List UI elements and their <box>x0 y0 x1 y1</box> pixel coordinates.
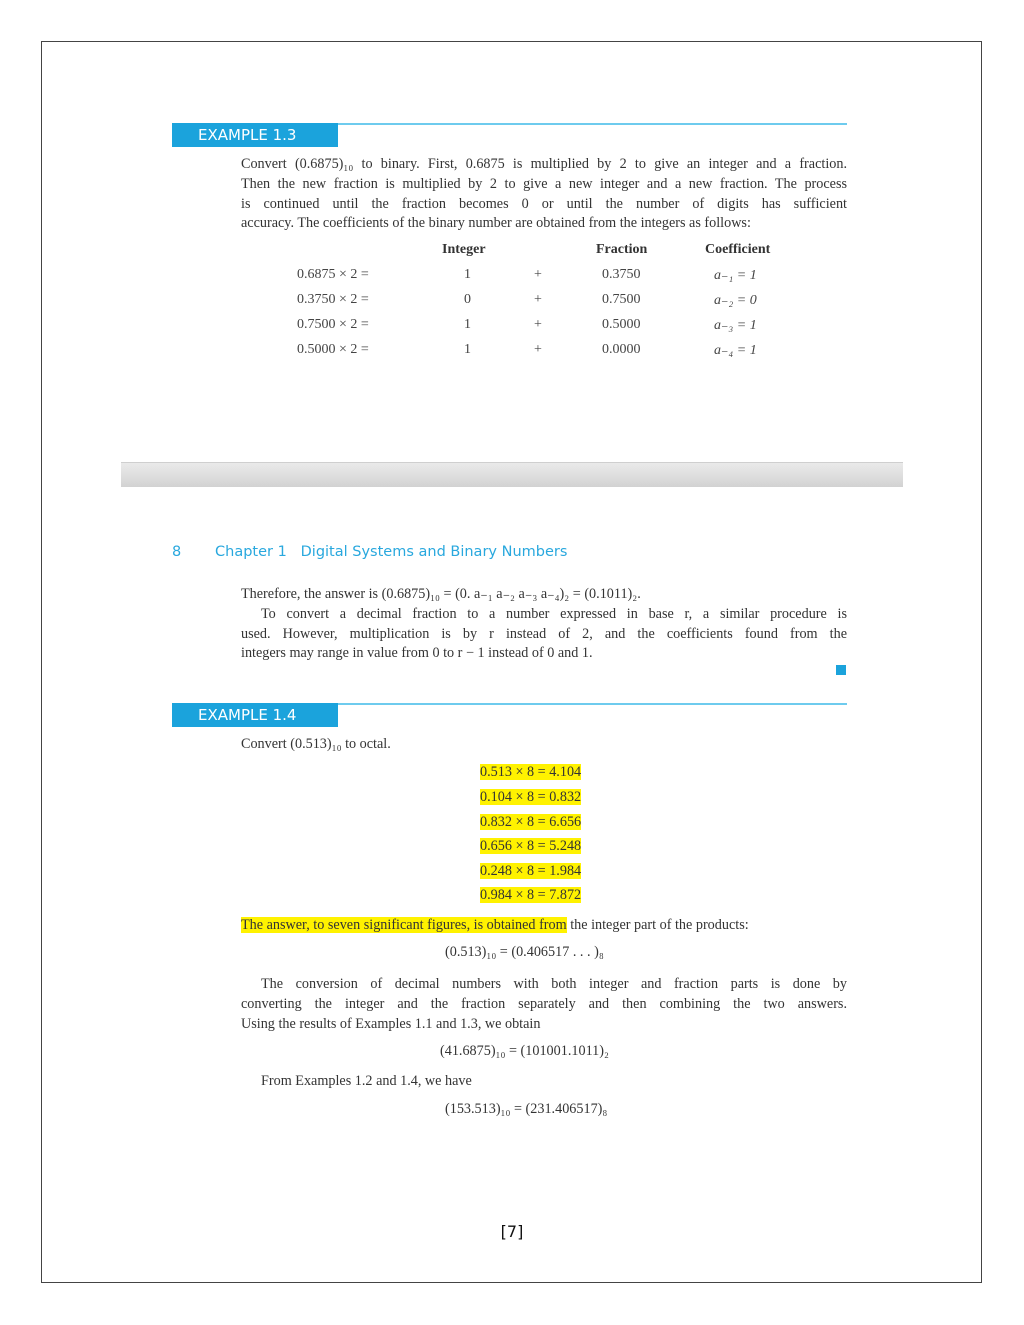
example-label: EXAMPLE 1.4 <box>172 703 338 727</box>
row-expr: 0.5000 × 2 = <box>297 342 369 357</box>
row-coefficient: a₋₃ = 1 <box>714 318 757 333</box>
example-1-4-answer <box>241 916 847 936</box>
end-of-example-marker <box>836 665 846 675</box>
example-1-3-intro <box>241 155 847 234</box>
row-fraction: 0.3750 <box>602 267 641 282</box>
row-plus: + <box>534 317 542 332</box>
answer-line: used. However, multiplication is by r instead of 2, and the coefficients found from the <box>241 625 847 642</box>
from-examples-text <box>261 1072 847 1092</box>
example-1-3-header <box>172 123 847 147</box>
intro-line: Convert (0.6875)₁₀ to binary. First, 0.6875 is multiplied by 2 to give an integer and a fraction. <box>241 156 847 172</box>
row-integer: 0 <box>464 292 471 307</box>
header-rule <box>338 703 847 705</box>
row-integer: 1 <box>464 317 471 332</box>
row-fraction: 0.7500 <box>602 292 641 307</box>
row-expr: 0.6875 × 2 = <box>297 267 369 282</box>
header-integer: Integer <box>442 242 486 257</box>
row-coefficient: a₋₄ = 1 <box>714 343 757 358</box>
row-fraction: 0.5000 <box>602 317 641 332</box>
header-coefficient: Coefficient <box>705 242 771 257</box>
product-line: 0.984 × 8 = 7.872 <box>480 887 582 903</box>
answer-line: integers may range in value from 0 to r − 1 instead of 0 and 1. <box>241 645 593 662</box>
product-line: 0.656 × 8 = 5.248 <box>480 838 582 854</box>
header-rule <box>338 123 847 125</box>
chapter-title: Chapter 1 Digital Systems and Binary Numbers <box>215 544 568 560</box>
row-integer: 1 <box>464 342 471 357</box>
example-1-4-header <box>172 703 847 727</box>
intro-line: is continued until the fraction becomes 0 or until the number of digits has sufficient <box>241 195 847 212</box>
header-fraction: Fraction <box>596 242 648 257</box>
intro-line: Then the new fraction is multiplied by 2 to give a new integer and a new fraction. The process <box>241 175 847 192</box>
from-examples-line: From Examples 1.2 and 1.4, we have <box>261 1073 472 1089</box>
row-plus: + <box>534 292 542 307</box>
row-fraction: 0.0000 <box>602 342 641 357</box>
row-coefficient: a₋₁ = 1 <box>714 268 757 283</box>
product-line: 0.248 × 8 = 1.984 <box>480 863 582 879</box>
example-1-3-answer <box>241 585 847 664</box>
answer-line: Therefore, the answer is (0.6875)₁₀ = (0. a₋₁ a₋₂ a₋₃ a₋₄)₂ = (0.1011)₂. <box>241 586 641 602</box>
product-line: 0.513 × 8 = 4.104 <box>480 764 582 780</box>
intro-line: accuracy. The coefficients of the binary number are obtained from the integers as follows: <box>241 215 751 232</box>
answer-line: To convert a decimal fraction to a number expressed in base r, a similar procedure is <box>261 605 847 622</box>
conversion-line: Using the results of Examples 1.1 and 1.3, we obtain <box>241 1015 541 1032</box>
row-expr: 0.7500 × 2 = <box>297 317 369 332</box>
answer-text-rest: the integer part of the products: <box>566 917 749 933</box>
row-integer: 1 <box>464 267 471 282</box>
conversion-line: converting the integer and the fraction separately and then combining the two answers. <box>241 995 847 1012</box>
chapter-page-number: 8 <box>172 544 182 560</box>
row-expr: 0.3750 × 2 = <box>297 292 369 307</box>
octal-result-equation: (0.513)₁₀ = (0.406517 . . . )₈ <box>445 944 604 960</box>
example-label: EXAMPLE 1.3 <box>172 123 338 147</box>
row-plus: + <box>534 267 542 282</box>
page-separator <box>121 462 903 487</box>
row-coefficient: a₋₂ = 0 <box>714 293 757 308</box>
conversion-line: The conversion of decimal numbers with both integer and fraction parts is done by <box>261 976 847 992</box>
highlighted-answer-text: The answer, to seven significant figures, is obtained from <box>241 917 567 933</box>
combined-octal-equation: (153.513)₁₀ = (231.406517)₈ <box>445 1101 608 1117</box>
product-line: 0.104 × 8 = 0.832 <box>480 789 582 805</box>
binary-result-equation: (41.6875)₁₀ = (101001.1011)₂ <box>440 1043 609 1059</box>
intro-line: Convert (0.513)₁₀ to octal. <box>241 736 391 752</box>
product-line: 0.832 × 8 = 6.656 <box>480 814 582 830</box>
page-number: [7] <box>500 1222 524 1241</box>
example-1-4-intro <box>241 735 847 755</box>
row-plus: + <box>534 342 542 357</box>
conversion-paragraph <box>241 975 847 1034</box>
